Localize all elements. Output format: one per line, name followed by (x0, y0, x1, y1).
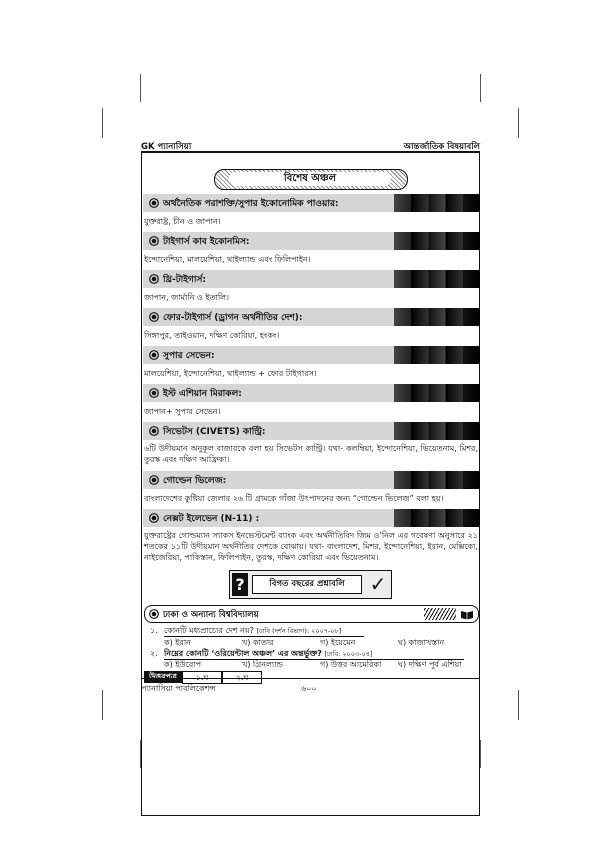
divider (164, 636, 364, 637)
section-text: জাপান+ সুপার সেভেন। (144, 407, 221, 416)
question-number: ১. (150, 626, 158, 635)
target-icon (149, 198, 159, 208)
banner-title: বিগত বছরের প্রশ্নাবলি (252, 575, 362, 594)
question-item (150, 649, 373, 659)
decorative-bar (394, 346, 480, 364)
answer-sheet-label: উত্তরপত্র (144, 671, 182, 683)
question-item (150, 626, 341, 636)
section-heading (143, 270, 480, 288)
section-heading-label: থ্রি-টাইগার্স: (163, 275, 206, 285)
crop-mark (480, 740, 481, 768)
decorative-hatch (424, 608, 456, 620)
section-heading-label: ইস্ট এশিয়ান মিরাকল: (163, 389, 242, 399)
question-source: [ঢাবি (দর্শন বিভাগ): ২০০৭-০৮] (256, 627, 342, 635)
section-text: জাপান, জার্মানি ও ইতালি। (144, 293, 229, 302)
section-heading-label: টাইগার্স কাব ইকোনমিস: (163, 237, 250, 247)
option: খ) গ্রিনল্যান্ড (242, 660, 283, 669)
target-icon (149, 513, 159, 523)
option: গ) উত্তর আমেরিকা (320, 660, 382, 669)
section-heading-label: সুপার সেভেন: (163, 351, 215, 361)
section-heading (143, 509, 480, 527)
option: ক) ইরান (164, 638, 191, 647)
decorative-bar (394, 509, 480, 527)
section-text: যুক্তরাষ্ট্র, চীন ও জাপান। (144, 217, 221, 226)
decorative-bar (394, 471, 480, 489)
check-icon: ✓ (369, 572, 387, 596)
decorative-bar (394, 232, 480, 250)
target-icon (149, 312, 159, 322)
crop-mark (480, 74, 481, 102)
header-right: আন্তর্জাতিক বিষয়াবলি (403, 142, 480, 152)
section-heading (143, 308, 480, 326)
crop-mark (518, 108, 519, 138)
decorative-bar (394, 422, 480, 440)
target-icon (149, 274, 159, 284)
footer-publisher: প্যানাসিয়া পাবলিকেশন্স (141, 684, 216, 693)
option: ক) ইউরোপ (164, 660, 202, 669)
section-heading-label: নেক্সট ইলেভেন (N-11) : (163, 514, 260, 524)
question-mark-icon: ? (232, 573, 248, 596)
header-left: GK প্যানাসিয়া (141, 142, 192, 152)
answer-sheet (144, 671, 478, 683)
section-heading-label: ফোর-টাইগার্স (ড্রাগন অর্থনীতির দেশ): (163, 313, 303, 323)
content-frame (141, 152, 480, 816)
page-title: বিশেষ অঞ্চল (229, 172, 391, 186)
crop-mark (102, 108, 103, 138)
target-icon (149, 388, 159, 398)
option: ঘ) কাজাখস্তান (398, 638, 445, 647)
university-heading (144, 605, 479, 623)
decorative-bar (394, 270, 480, 288)
section-heading (143, 384, 480, 402)
section-text: মালয়েশিয়া, ইন্দোনেশিয়া, থাইল্যান্ড + ফোর টাইগারস। (144, 369, 317, 378)
crop-mark (140, 74, 141, 102)
section-heading (143, 471, 480, 489)
target-icon (149, 236, 159, 246)
section-heading (143, 422, 480, 440)
decorative-bar (394, 308, 480, 326)
page (141, 140, 480, 682)
option: খ) কাতার (242, 638, 274, 647)
university-heading-label: ঢাকা ও অন্যান্য বিশ্ববিদ্যালয় (163, 610, 259, 620)
target-icon (149, 426, 159, 436)
section-heading (143, 194, 480, 212)
target-icon (149, 609, 159, 619)
book-icon (460, 608, 474, 620)
question-text: নিম্নের কোনটি ‘ওরিয়েন্টাল অঞ্চল’ এর অন্তর্ভুক্ত? (164, 649, 322, 658)
section-heading (143, 232, 480, 250)
answer-cell: ২.ঘ (222, 671, 262, 684)
section-text: ৬টি উদীয়মান অনুকূল বাজারকে বলা হয় সিভেটস কান্ট্রি। যথা- কলম্বিয়া, ইন্দোনেশিয়া, ভিয়েতনাম, মিশর, তুরস্ক এবং দক্ষিণ আফ্রিকা। (144, 444, 478, 464)
target-icon (149, 475, 159, 485)
crop-mark (518, 690, 519, 720)
option: ঘ) দক্ষিণ পূর্ব এশিয়া (398, 660, 462, 669)
decorative-bar (394, 194, 480, 212)
section-heading (143, 346, 480, 364)
section-text: যুক্তরাষ্ট্রের গোল্ডম্যান স্যাকস ইনভেস্টমেন্ট ব্যাংক এবং অর্থনীতিবিদ জিম ও’নিল এর গবেষণা অনুসারে ২১ শতকের ১১টি উদীয়মান অর্থনীতির দেশকে বোঝায়। যথা- বাংলাদেশ, মিশর, ইন্দোনেশিয়া, ইরান, মেক্সিকো, নাইজেরিয়া, পাকিস্তান, ফিলিপাইন, তুরস্ক, দক্ষিণ কোরিয়া এবং ভিয়েতনাম। (144, 531, 478, 562)
page-title-box (214, 169, 408, 190)
page-footer (141, 678, 480, 693)
section-heading-label: সিভেটস (CIVETS) কান্ট্রি: (163, 427, 266, 437)
section-text: বাংলাদেশের কুষ্টিয়া জেলার ২৬ টি গ্রামকে গাঁজা উৎপাদনের জন্য “গোল্ডেন ভিলেজ” বলা হয়। (144, 494, 444, 503)
target-icon (149, 350, 159, 360)
question-source: [ঢাবি: ২০০৩-০৪] (324, 650, 373, 658)
section-heading-label: অর্থনৈতিক পরাশক্তি/সুপার ইকোনোমিক পাওয়ার: (163, 199, 339, 209)
section-text: ইন্দোনেশিয়া, মালয়েশিয়া, থাইল্যান্ড এবং ফিলিপাইন। (144, 255, 311, 264)
question-text: কোনটি মধ্যপ্রাচ্যের দেশ নয়? (164, 626, 254, 635)
previous-year-questions-banner (229, 570, 392, 599)
question-number: ২. (150, 649, 158, 658)
decorative-bar (394, 384, 480, 402)
answer-cell: ১.ঘ (182, 671, 222, 684)
crop-mark (102, 690, 103, 720)
section-heading-label: গোল্ডেন ভিলেজ: (163, 476, 227, 486)
option: গ) ইয়েমেন (320, 638, 356, 647)
section-text: সিঙ্গাপুর, তাইওয়ান, দক্ষিণ কোরিয়া, হংকং। (144, 331, 280, 340)
page-number: ৬০০ (301, 684, 317, 693)
